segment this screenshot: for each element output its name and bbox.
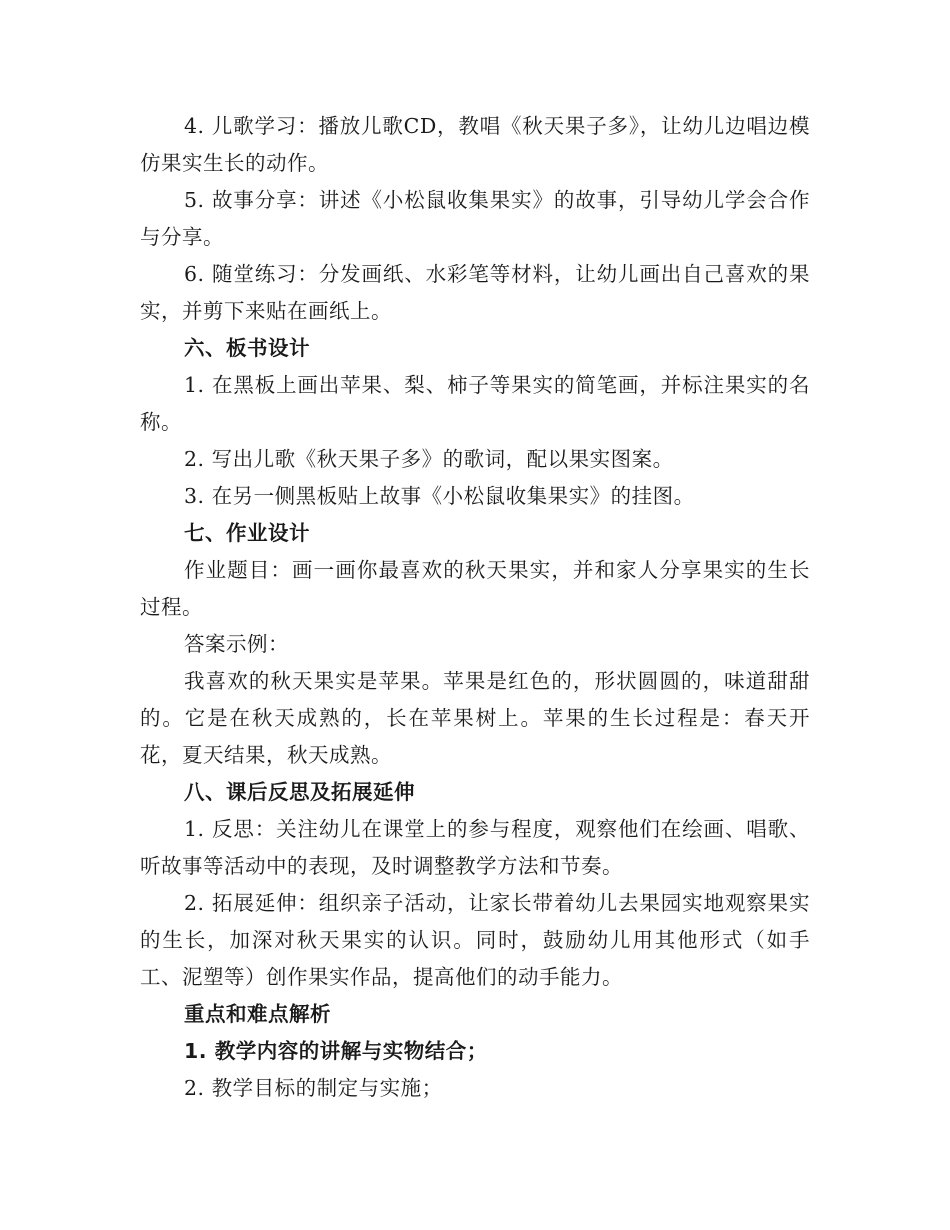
paragraph-story-sharing: 5. 故事分享：讲述《小松鼠收集果实》的故事，引导幼儿学会合作与分享。 (140, 188, 810, 249)
paragraph-nursery-rhyme: 4. 儿歌学习：播放儿歌CD，教唱《秋天果子多》，让幼儿边唱边模仿果实生长的动作。 (140, 114, 810, 175)
paragraph-practice: 6. 随堂练习：分发画纸、水彩笔等材料，让幼儿画出自己喜欢的果实，并剪下来贴在画纸上。 (140, 262, 810, 323)
heading-key-point-1: 1. 教学内容的讲解与实物结合； (184, 1039, 488, 1063)
paragraph-extension: 2. 拓展延伸：组织亲子活动，让家长带着幼儿去果园实地观察果实的生长，加深对秋天果实的认识。同时，鼓励幼儿用其他形式（如手工、泥塑等）创作果实作品，提高他们的动手能力。 (140, 891, 810, 989)
paragraph-reflection: 1. 反思：关注幼儿在课堂上的参与程度，观察他们在绘画、唱歌、听故事等活动中的表现，及时调整教学方法和节奏。 (140, 817, 810, 878)
paragraph-blackboard-3: 3. 在另一侧黑板贴上故事《小松鼠收集果实》的挂图。 (184, 484, 695, 508)
heading-homework-design: 七、作业设计 (184, 521, 310, 545)
heading-key-difficult-points: 重点和难点解析 (184, 1002, 331, 1026)
heading-blackboard-design: 六、板书设计 (184, 336, 310, 360)
paragraph-answer-label: 答案示例： (184, 632, 289, 656)
paragraph-homework-topic: 作业题目：画一画你最喜欢的秋天果实，并和家人分享果实的生长过程。 (140, 558, 810, 619)
paragraph-answer-example: 我喜欢的秋天果实是苹果。苹果是红色的，形状圆圆的，味道甜甜的。它是在秋天成熟的，长在苹果树上。苹果的生长过程是：春天开花，夏天结果，秋天成熟。 (140, 669, 810, 767)
heading-reflection-extension: 八、课后反思及拓展延伸 (184, 780, 415, 804)
paragraph-blackboard-1: 1. 在黑板上画出苹果、梨、柿子等果实的简笔画，并标注果实的名称。 (140, 373, 810, 434)
paragraph-key-point-2: 2. 教学目标的制定与实施； (184, 1076, 443, 1100)
document-body (140, 108, 810, 1107)
paragraph-blackboard-2: 2. 写出儿歌《秋天果子多》的歌词，配以果实图案。 (184, 447, 674, 471)
